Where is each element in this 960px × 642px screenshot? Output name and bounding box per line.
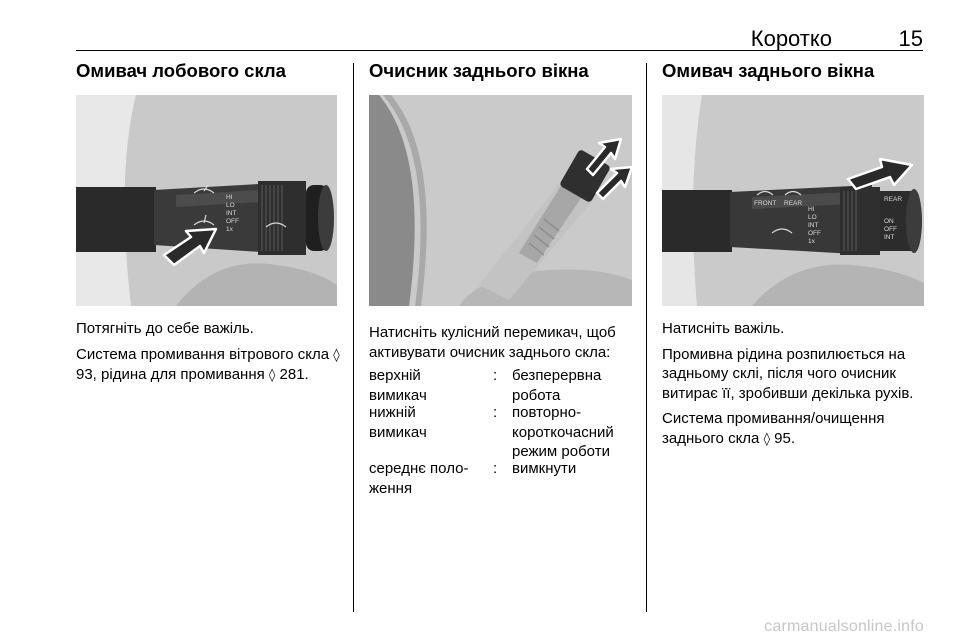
- state-term: ження: [369, 479, 413, 497]
- text-segment: 93, рідина для промивання: [76, 366, 269, 383]
- paragraph-ref: [662, 409, 930, 449]
- label-1x: 1x: [226, 226, 233, 233]
- state-term: нижній: [369, 404, 416, 421]
- text-segment: 95.: [770, 429, 796, 447]
- state-term: вимикач: [369, 423, 427, 441]
- state-desc: робота: [512, 386, 561, 404]
- label-hi: HI: [226, 194, 233, 201]
- label-front: FRONT: [754, 200, 777, 207]
- label-lo: LO: [226, 202, 235, 209]
- label-on: ON: [884, 218, 894, 225]
- state-colon: :: [493, 367, 498, 384]
- label-int: INT: [808, 222, 819, 229]
- state-desc: повторно-: [512, 404, 582, 421]
- state-desc: вимкнути: [512, 460, 577, 477]
- state-desc: безперервна: [512, 367, 602, 384]
- state-row: [369, 366, 649, 386]
- column-rear-wiper: [369, 60, 631, 82]
- state-desc: короткочасний: [512, 423, 614, 441]
- page-number: 15: [898, 26, 923, 51]
- text-segment: 281.: [275, 366, 309, 383]
- col2-intro: Натисніть кулісний перемикач, щоб активувати очисник заднього скла:: [369, 324, 616, 361]
- state-colon: :: [493, 460, 498, 477]
- label-off-switch: OFF: [884, 226, 897, 233]
- label-rear-switch: REAR: [884, 196, 903, 203]
- figure-rear-washer-lever: [662, 95, 924, 306]
- label-lo: LO: [808, 214, 817, 221]
- column-divider-2: [646, 63, 647, 612]
- state-row: [369, 403, 649, 423]
- label-rear: REAR: [784, 200, 803, 207]
- header-rule: [76, 50, 923, 51]
- page-ref-arrow-icon: ◊: [333, 347, 340, 363]
- state-term: середнє поло-: [369, 460, 469, 477]
- column-washer-rear: [662, 60, 924, 82]
- col1-body: [76, 319, 342, 392]
- text-segment: Система промивання вітрового скла: [76, 345, 334, 363]
- paragraph: Натисніть важіль.: [662, 320, 785, 337]
- page-ref-arrow-icon: ◊: [763, 431, 770, 447]
- paragraph: Промивна рідина розпилюється на задньому склі, після чого очисник витирає її, зробивши декілька рухів.: [662, 345, 914, 402]
- label-hi: HI: [808, 206, 815, 213]
- state-term: верхній: [369, 367, 421, 384]
- state-term: вимикач: [369, 386, 427, 404]
- text-segment: Система промивання/очищення заднього скла: [662, 410, 885, 447]
- section-title: Омивач лобового скла: [76, 60, 286, 81]
- section-title: Очисник заднього вікна: [369, 60, 589, 81]
- column-washer-front: [76, 60, 338, 82]
- watermark: carmanualsonline.info: [764, 618, 924, 635]
- label-int: INT: [226, 210, 237, 217]
- state-row: [369, 459, 649, 479]
- label-int-switch: INT: [884, 234, 895, 241]
- section-title: Омивач заднього вікна: [662, 60, 875, 81]
- figure-front-washer-lever: [76, 95, 337, 306]
- page-ref-arrow-icon: ◊: [268, 368, 276, 383]
- column-divider-1: [353, 63, 354, 612]
- page-header-title: Коротко: [750, 26, 832, 51]
- state-row: [369, 423, 649, 443]
- state-colon: :: [493, 404, 498, 421]
- label-off: OFF: [808, 230, 821, 237]
- col3-body: [662, 319, 930, 455]
- label-1x: 1x: [808, 238, 815, 245]
- paragraph: Потягніть до себе важіль.: [76, 320, 254, 337]
- state-desc: режим роботи: [512, 443, 610, 460]
- label-off: OFF: [226, 218, 239, 225]
- figure-rear-wiper-switch: [369, 95, 632, 306]
- state-row: [369, 479, 649, 499]
- paragraph-ref: [76, 345, 342, 386]
